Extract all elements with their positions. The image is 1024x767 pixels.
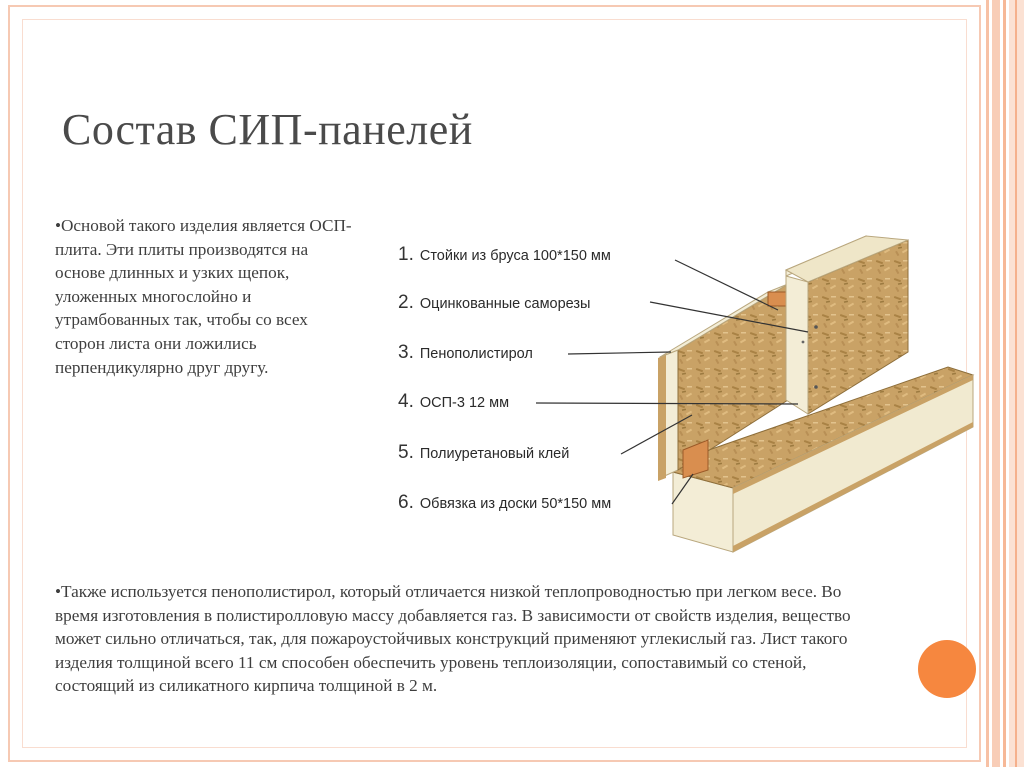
decor-stripe: [1003, 0, 1006, 767]
legend-num: 2.: [398, 292, 414, 313]
legend-num: 3.: [398, 342, 414, 363]
legend-item: [398, 492, 611, 514]
legend-label: Пенополистирол: [419, 346, 533, 362]
decor-stripe: [1015, 0, 1017, 767]
legend-label: ОСП-3 12 мм: [419, 395, 510, 411]
legend-item: [398, 442, 569, 464]
legend-item: [398, 292, 590, 314]
legend-item: [398, 391, 509, 413]
legend-num: 1.: [398, 244, 414, 265]
legend-num: 5.: [398, 442, 414, 463]
legend-num: 4.: [398, 391, 414, 412]
legend-item: [398, 244, 611, 266]
legend-label: Обвязка из доски 50*150 мм: [419, 496, 612, 512]
legend-label: Стойки из бруса 100*150 мм: [419, 248, 611, 264]
paragraph-osb: •Основой такого изделия является ОСП-плита. Эти плиты производятся на основе длинных и узких щепок, уложенных многослойно и утрамбованных так, чтобы со всех сторон листа они ложились перпендикулярно друг другу.: [55, 216, 352, 377]
decor-stripe: [992, 0, 1000, 767]
decor-circle: [918, 640, 976, 698]
legend-label: Полиуретановый клей: [419, 446, 570, 462]
paragraph-polystyrene: •Также используется пенополистирол, который отличается низкой теплопроводностью при легком весе. Во время изготовления в полистиролловую массу добавляется газ. В зависимости от свойств изделия, вещество может сильно отличаться, так, для пожароустойчивых конструкций применяют углекислый газ. Лист такого изделия толщиной всего 11 см способен обеспечить уровень теплоизоляции, сопоставимый со стеной, состоящий из силикатного кирпича толщиной в 2 м.: [55, 582, 851, 696]
slide-title: Состав СИП-панелей: [62, 105, 473, 154]
sip-panel-diagram: [388, 222, 978, 557]
legend-item: [398, 342, 533, 364]
legend-num: 6.: [398, 492, 414, 513]
legend-label: Оцинкованные саморезы: [419, 296, 591, 312]
decor-stripe: [986, 0, 989, 767]
